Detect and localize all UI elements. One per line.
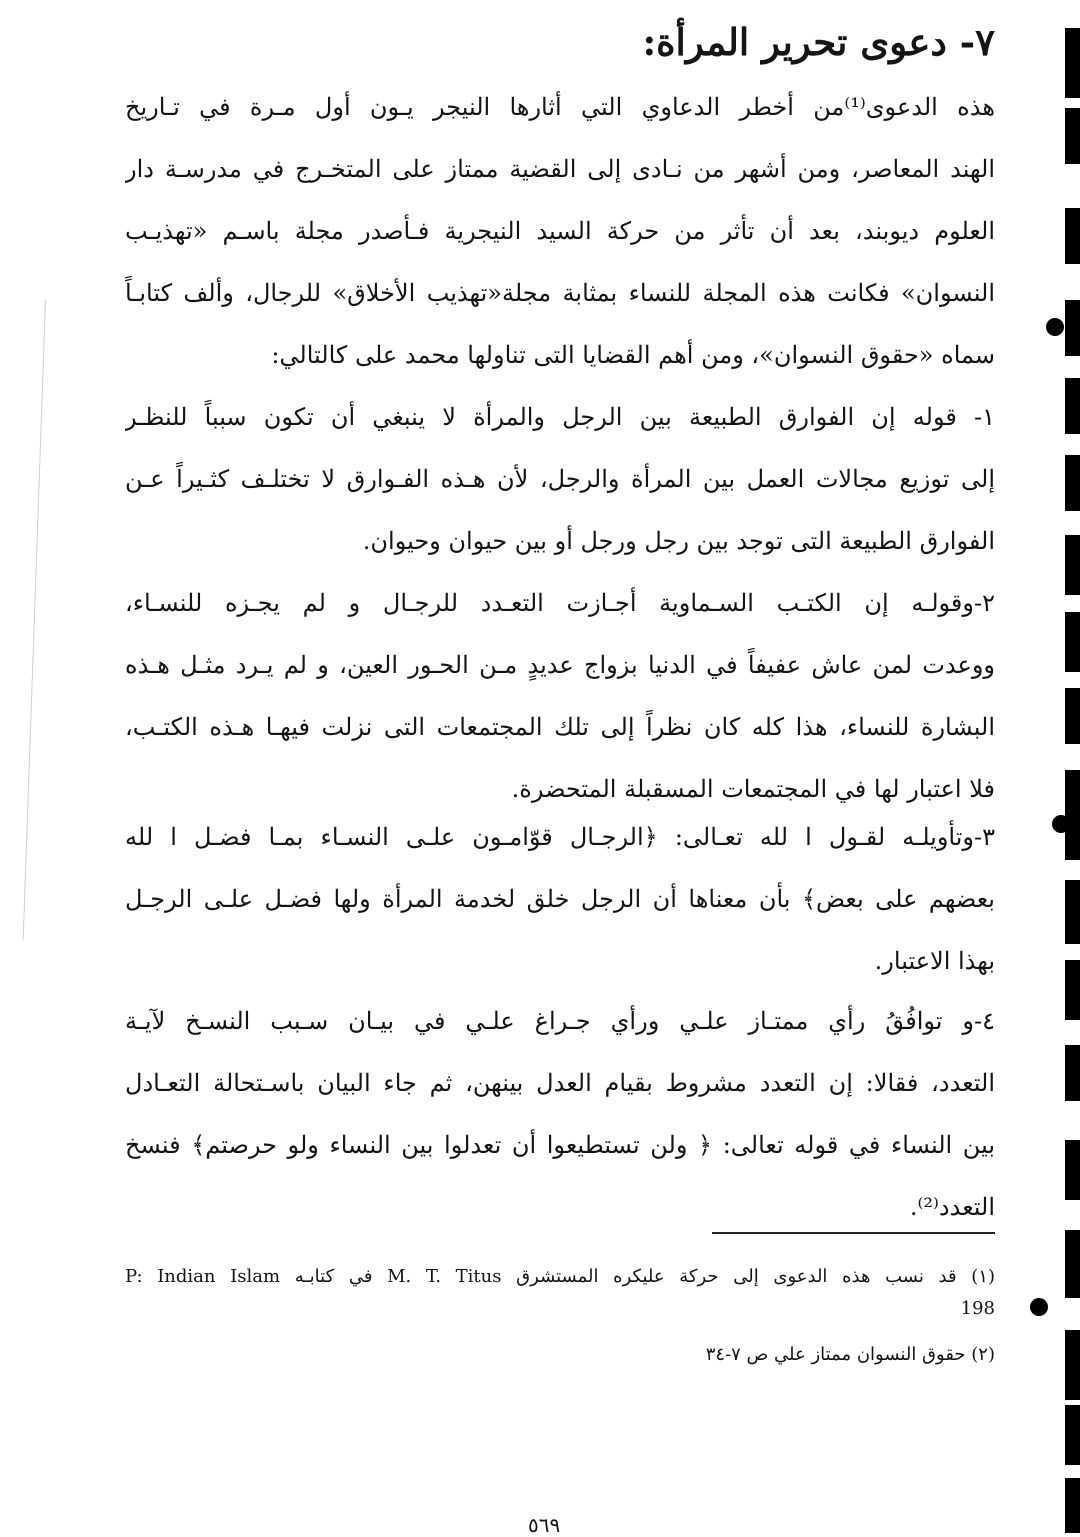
- text-line: الفوارق الطبيعة التى توجد بين رجل ورجل أو بين حيوان وحيوان.: [362, 527, 995, 555]
- text-line: سماه «حقوق النسوان»، ومن أهم القضايا التى تناولها محمد على كالتالي:: [271, 341, 995, 369]
- paragraph-point-4: [125, 990, 995, 1238]
- text-line: البشارة للنساء، هذا كله كان نظراً إلى تلك المجتمعات التى نزلت فيهـا هـذه الكتـب،: [125, 713, 995, 741]
- binder-mark: [1065, 960, 1080, 1020]
- binder-mark: [1065, 1230, 1080, 1298]
- scan-fold-line: [23, 300, 47, 940]
- binder-mark: [1065, 1045, 1080, 1101]
- footnote-1-continuation: 198: [960, 1298, 995, 1319]
- binder-mark: [1065, 612, 1080, 672]
- text-line: بعضهم على بعض﴾ بأن معناها أن الرجل خلق لخدمة المرأة ولها فضـل علـى الرجـل: [125, 885, 995, 913]
- text-line: النسوان» فكانت هذه المجلة للنساء بمثابة مجلة«تهذيب الأخلاق» للرجال، وألف كتابـاً: [125, 279, 995, 307]
- paragraph-point-3: [125, 806, 995, 992]
- text-line: التعدد⁽²⁾.: [909, 1193, 995, 1221]
- paragraph-point-1: [125, 386, 995, 572]
- binder-mark: [1065, 1330, 1080, 1400]
- binder-mark: [1065, 535, 1080, 595]
- text-line: ووعدت لمن عاش عفيفاً في الدنيا بزواج عديدٍ مـن الحـور العين، و لم يـرد مثـل هـذه: [125, 651, 995, 679]
- text-line: ١- قوله إن الفوارق الطبيعة بين الرجل والمرأة لا ينبغي أن تكون سبباً للنظـر: [125, 403, 995, 431]
- binder-mark: [1065, 1478, 1080, 1533]
- text-line: ٢-وقولـه إن الكتـب السـماوية أجـازت التعـدد للرجـال و لم يجـزه للنسـاء،: [125, 589, 995, 617]
- binder-mark: [1065, 108, 1080, 164]
- paragraph-point-2: [125, 572, 995, 820]
- footnote-separator: [712, 1232, 995, 1234]
- binder-mark: [1065, 880, 1080, 944]
- page-number: ٥٦٩: [528, 1513, 561, 1537]
- binder-mark: [1065, 378, 1080, 434]
- paragraph-intro: [125, 76, 995, 386]
- text-line: بهذا الاعتبار.: [874, 947, 995, 975]
- text-line: الهند المعاصر، ومن أشهر من نـادى إلى القضية ممتاز على المتخـرج في مدرسـة دار: [125, 155, 995, 183]
- text-line: التعدد، فقالا: إن التعدد مشروط بقيام العدل بينهن، ثم جاء البيان باسـتحالة التعـادل: [125, 1069, 995, 1097]
- binder-hole: [1030, 1298, 1048, 1316]
- text-line: إلى توزيع مجالات العمل بين المرأة والرجل، لأن هـذه الفـوارق لا تختلـف كثـيراً عـن: [125, 465, 995, 493]
- binder-mark: [1065, 208, 1080, 264]
- footnote-1: (١) قد نسب هذه الدعوى إلى حركة عليكره المستشرق M. T. Titus في كتابـه P: Indian Islam: [125, 1266, 995, 1287]
- section-heading: ٧- دعوى تحرير المرأة:: [642, 20, 995, 64]
- binder-mark: [1065, 28, 1080, 98]
- text-line: هذه الدعوى⁽¹⁾من أخطر الدعاوي التي أثارها النيجر يـون أول مـرة في تـاريخ: [125, 93, 995, 121]
- binder-mark: [1065, 1140, 1080, 1200]
- binder-mark: [1065, 455, 1080, 511]
- text-line: العلوم ديوبند، بعد أن تأثر من حركة السيد النيجرية فـأصدر مجلة باسـم «تهذيـب: [125, 217, 995, 245]
- footnote-2: (٢) حقوق النسوان ممتاز علي ص ٧-٣٤: [705, 1344, 995, 1365]
- binder-hole: [1046, 318, 1064, 336]
- binder-mark: [1065, 808, 1080, 860]
- text-line: ٣-وتأويلـه لقـول ا لله تعـالى: ﴿الرجـال قوّامـون علـى النسـاء بمـا فضـل ا لله: [125, 823, 995, 851]
- text-line: فلا اعتبار لها في المجتمعات المسقبلة المتحضرة.: [511, 775, 995, 803]
- binder-mark: [1065, 300, 1080, 356]
- binder-hole: [1052, 815, 1070, 833]
- text-line: بين النساء في قوله تعالى: ﴿ ولن تستطيعوا أن تعدلوا بين النساء ولو حرصتم﴾ فنسخ: [125, 1131, 995, 1159]
- binder-mark: [1065, 1405, 1080, 1465]
- binder-mark: [1065, 688, 1080, 744]
- text-line: ٤-و توافُقُ رأي ممتـاز علـي ورأي جـراغ علـي في بيـان سـبب النسـخ لآيـة: [125, 1007, 995, 1035]
